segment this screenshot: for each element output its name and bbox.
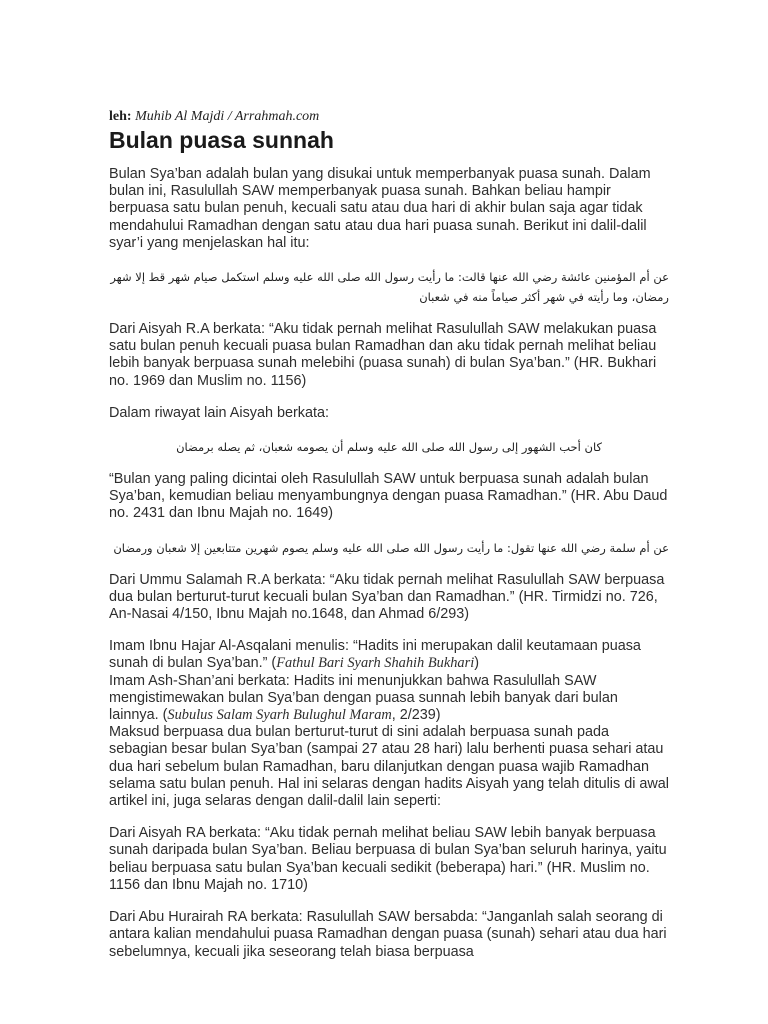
bulan-paling-paragraph: “Bulan yang paling dicintai oleh Rasulullah SAW untuk berpuasa sunah adalah bulan Sya’ban, kemudian beliau menyambungnya dengan puasa Ramadhan.” (HR. Abu Daud no. 2431 dan Ibnu Majah no. 1649) <box>109 471 668 522</box>
ibnu-hajar-text: Imam Ibnu Hajar Al-Asqalani menulis: “Hadits ini merupakan dalil keutamaan puasa sunah di bulan Sya’ban.” ( <box>109 638 641 672</box>
riwayat-lain-paragraph: Dalam riwayat lain Aisyah berkata: <box>109 404 329 421</box>
ibnu-hajar-paragraph <box>109 638 669 672</box>
article <box>109 108 669 976</box>
shanani-paragraph <box>109 673 669 725</box>
ummu-salamah-paragraph: Dari Ummu Salamah R.A berkata: “Aku tidak pernah melihat Rasulullah SAW berpuasa dua bulan berturut-turut kecuali bulan Sya’ban dan Ramadhan.” (HR. Tirmidzi no. 726, An-Nasai 4/150, Ibnu Majah no.1648, dan Ahmad 6/293) <box>109 571 665 623</box>
ibnu-hajar-close: ) <box>474 655 479 672</box>
byline-label: leh: <box>109 109 132 124</box>
arabic-hadith-3: عن أم سلمة رضي الله عنها تقول: ما رأيت رسول الله صلى الله عليه وسلم يصوم شهرين متتابعين إلا شعبان ورمضان <box>113 540 669 555</box>
shanani-close: , 2/239) <box>391 707 441 724</box>
byline-source: Muhib Al Majdi / Arrahmah.com <box>135 109 320 124</box>
maksud-paragraph: Maksud berpuasa dua bulan berturut-turut di sini adalah berpuasa sunah pada sebagian besar bulan Sya’ban (sampai 27 atau 28 hari) lalu berhenti puasa sehari atau dua hari sebelum bulan Ramadhan, baru dilanjutkan dengan puasa wajib Ramadhan selama satu bulan penuh. Hal ini selaras dengan hadits Aisyah yang telah ditulis di awal artikel ini, juga selaras dengan dalil-dalil lain seperti: <box>109 724 669 810</box>
intro-paragraph: Bulan Sya’ban adalah bulan yang disukai untuk memperbanyak puasa sunah. Dalam bulan ini, Rasulullah SAW memperbanyak puasa sunah. Bahkan beliau hampir berpuasa satu bulan penuh, kecuali satu atau dua hari di akhir bulan saja agar tidak mendahului Ramadhan dengan satu atau dua hari puasa sunah. Berikut ini dalil-dalil syar’i yang menjelaskan hal itu: <box>109 166 651 251</box>
arabic-hadith-1: عن أم المؤمنين عائشة رضي الله عنها قالت: ما رأيت رسول الله صلى الله عليه وسلم استكمل صيام شهر قط إلا شهر رمضان، وما رأيته في شهر أكثر صياماً منه في شعبان <box>110 270 669 305</box>
aisyah-hadith-2-paragraph: Dari Aisyah RA berkata: “Aku tidak pernah melihat beliau SAW lebih banyak berpuasa sunah daripada bulan Sya’ban. Beliau berpuasa di bulan Sya’ban seluruh harinya, yaitu beliau berpuasa satu bulan Sya’ban kecuali sedikit (beberapa) hari.” (HR. Muslim no. 1156 dan Ibnu Majah no. 1710) <box>109 825 667 893</box>
arabic-hadith-2: كان أحب الشهور إلى رسول الله صلى الله عليه وسلم أن يصومه شعبان، ثم يصله برمضان <box>176 440 602 455</box>
ibnu-hajar-reference: Fathul Bari Syarh Shahih Bukhari <box>276 655 475 672</box>
shanani-text: Imam Ash-Shan’ani berkata: Hadits ini menunjukkan bahwa Rasulullah SAW mengistimewakan bulan Sya’ban dengan puasa sunnah lebih banyak dari bulan lainnya. ( <box>109 672 618 724</box>
shanani-reference: Subulus Salam Syarh Bulughul Maram <box>167 707 392 724</box>
abu-hurairah-paragraph: Dari Abu Hurairah RA berkata: Rasulullah SAW bersabda: “Janganlah salah seorang di antara kalian mendahului puasa Ramadhan dengan puasa (sunah) sehari atau dua hari sebelumnya, kecuali jika seseorang telah biasa berpuasa <box>109 909 667 960</box>
byline <box>109 108 669 126</box>
aisyah-hadith-1-paragraph: Dari Aisyah R.A berkata: “Aku tidak pernah melihat Rasulullah SAW melakukan puasa satu bulan penuh kecuali puasa bulan Ramadhan dan aku tidak pernah melihat beliau lebih banyak berpuasa sunah melebihi (puasa sunah) di bulan Sya’ban.” (HR. Bukhari no. 1969 dan Muslim no. 1156) <box>109 321 657 389</box>
article-title: Bulan puasa sunnah <box>109 127 334 153</box>
